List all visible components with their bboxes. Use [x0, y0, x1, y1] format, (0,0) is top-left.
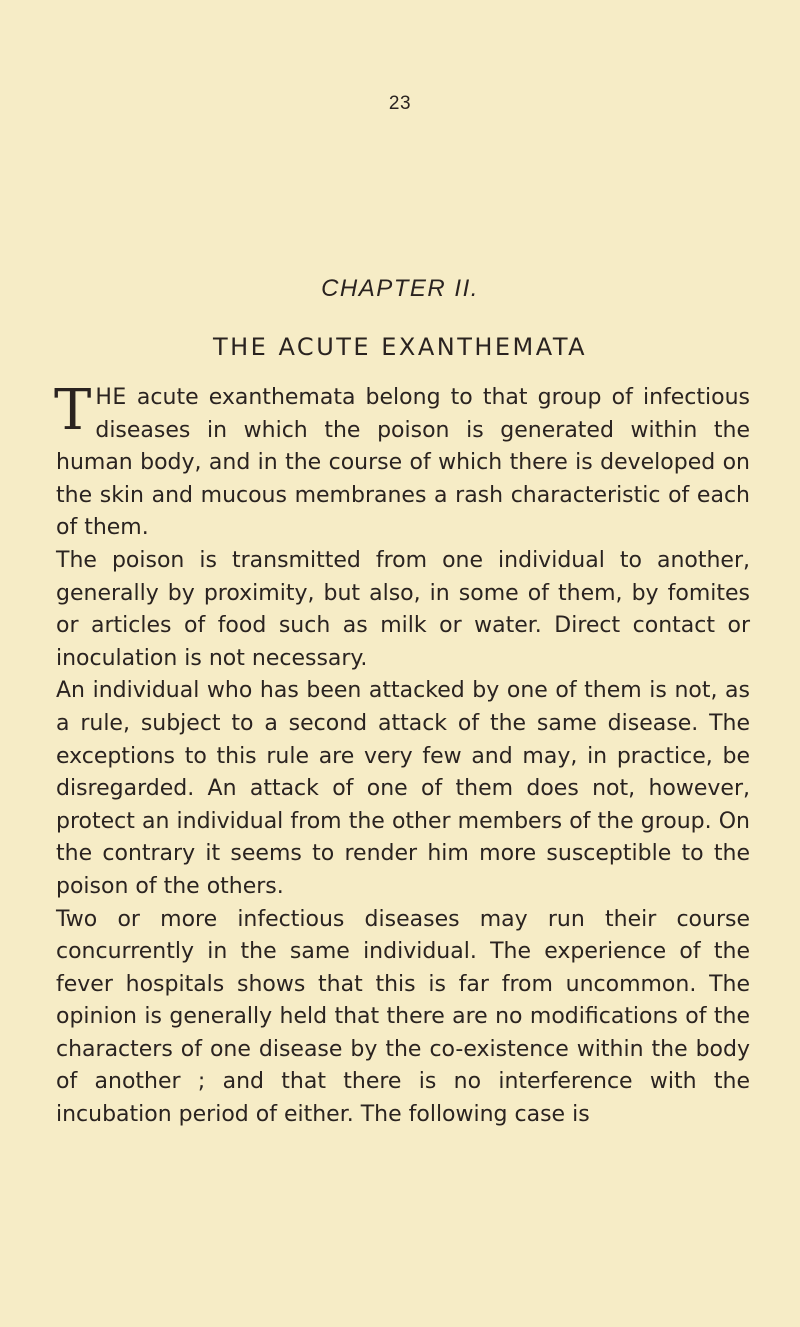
chapter-title: THE ACUTE EXANTHEMATA: [212, 333, 588, 361]
paragraph-1: [54, 378, 750, 545]
paragraph-1-lead: HE: [95, 385, 127, 410]
page-number: 23: [388, 93, 412, 114]
paragraph-1-text: acute exanthemata belong to that group of infectious diseases in which the poison is generated within the human body, and in the course of which there is developed on the skin and mucous membranes a rash characteristic of each of them.: [56, 385, 750, 541]
body-text: [54, 378, 750, 1132]
drop-cap: T: [54, 378, 92, 443]
paragraph-3: An individual who has been attacked by one of them is not, as a rule, subject to a second attack of the same disease. The exceptions to this rule are very few and may, in practice, be disregarded. An attack of one of them does not, however, protect an individual from the other members of the group. On the contrary it seems to render him more susceptible to the poison of the others.: [56, 678, 750, 899]
paragraph-4: Two or more infectious diseases may run their course concurrently in the same individual. The experience of the fever hospitals shows that this is far from uncommon. The opinion is generally held that there are no modifications of the characters of one disease by the co-existence within the body of another ; and that there is no interference with the incubation period of either. The following case is: [56, 906, 750, 1128]
chapter-heading: CHAPTER II.: [321, 275, 479, 302]
paragraph-2: The poison is transmitted from one individual to another, generally by proximity, but also, in some of them, by fomites or articles of food such as milk or water. Direct contact or inoculation is not necessary.: [56, 547, 750, 671]
